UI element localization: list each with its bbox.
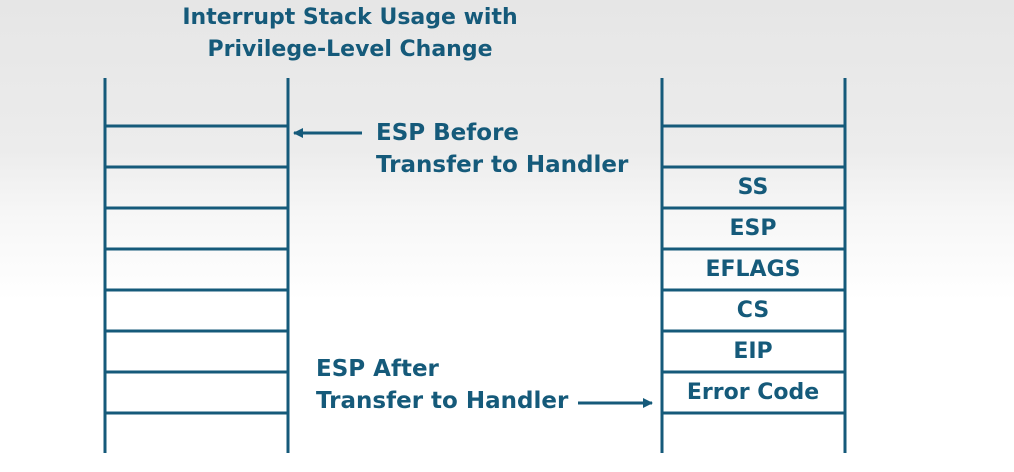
stack-cell-error-code: Error Code xyxy=(686,380,820,405)
stack-cell-ss: SS xyxy=(737,175,769,200)
esp-after-label-line1: ESP After xyxy=(316,356,439,382)
stack-cell-esp: ESP xyxy=(729,216,777,241)
esp-before-label-line2: Transfer to Handler xyxy=(376,152,629,178)
esp-before-label-line1: ESP Before xyxy=(376,120,520,146)
stack-cell-eflags: EFLAGS xyxy=(705,257,801,282)
diagram-title-line1: Interrupt Stack Usage with xyxy=(182,5,518,30)
diagram-title-line2: Privilege-Level Change xyxy=(207,37,493,62)
esp-after-label-line2: Transfer to Handler xyxy=(316,388,569,414)
stack-before xyxy=(105,78,288,453)
stack-cell-cs: CS xyxy=(736,298,770,323)
stack-cell-eip: EIP xyxy=(733,339,773,364)
